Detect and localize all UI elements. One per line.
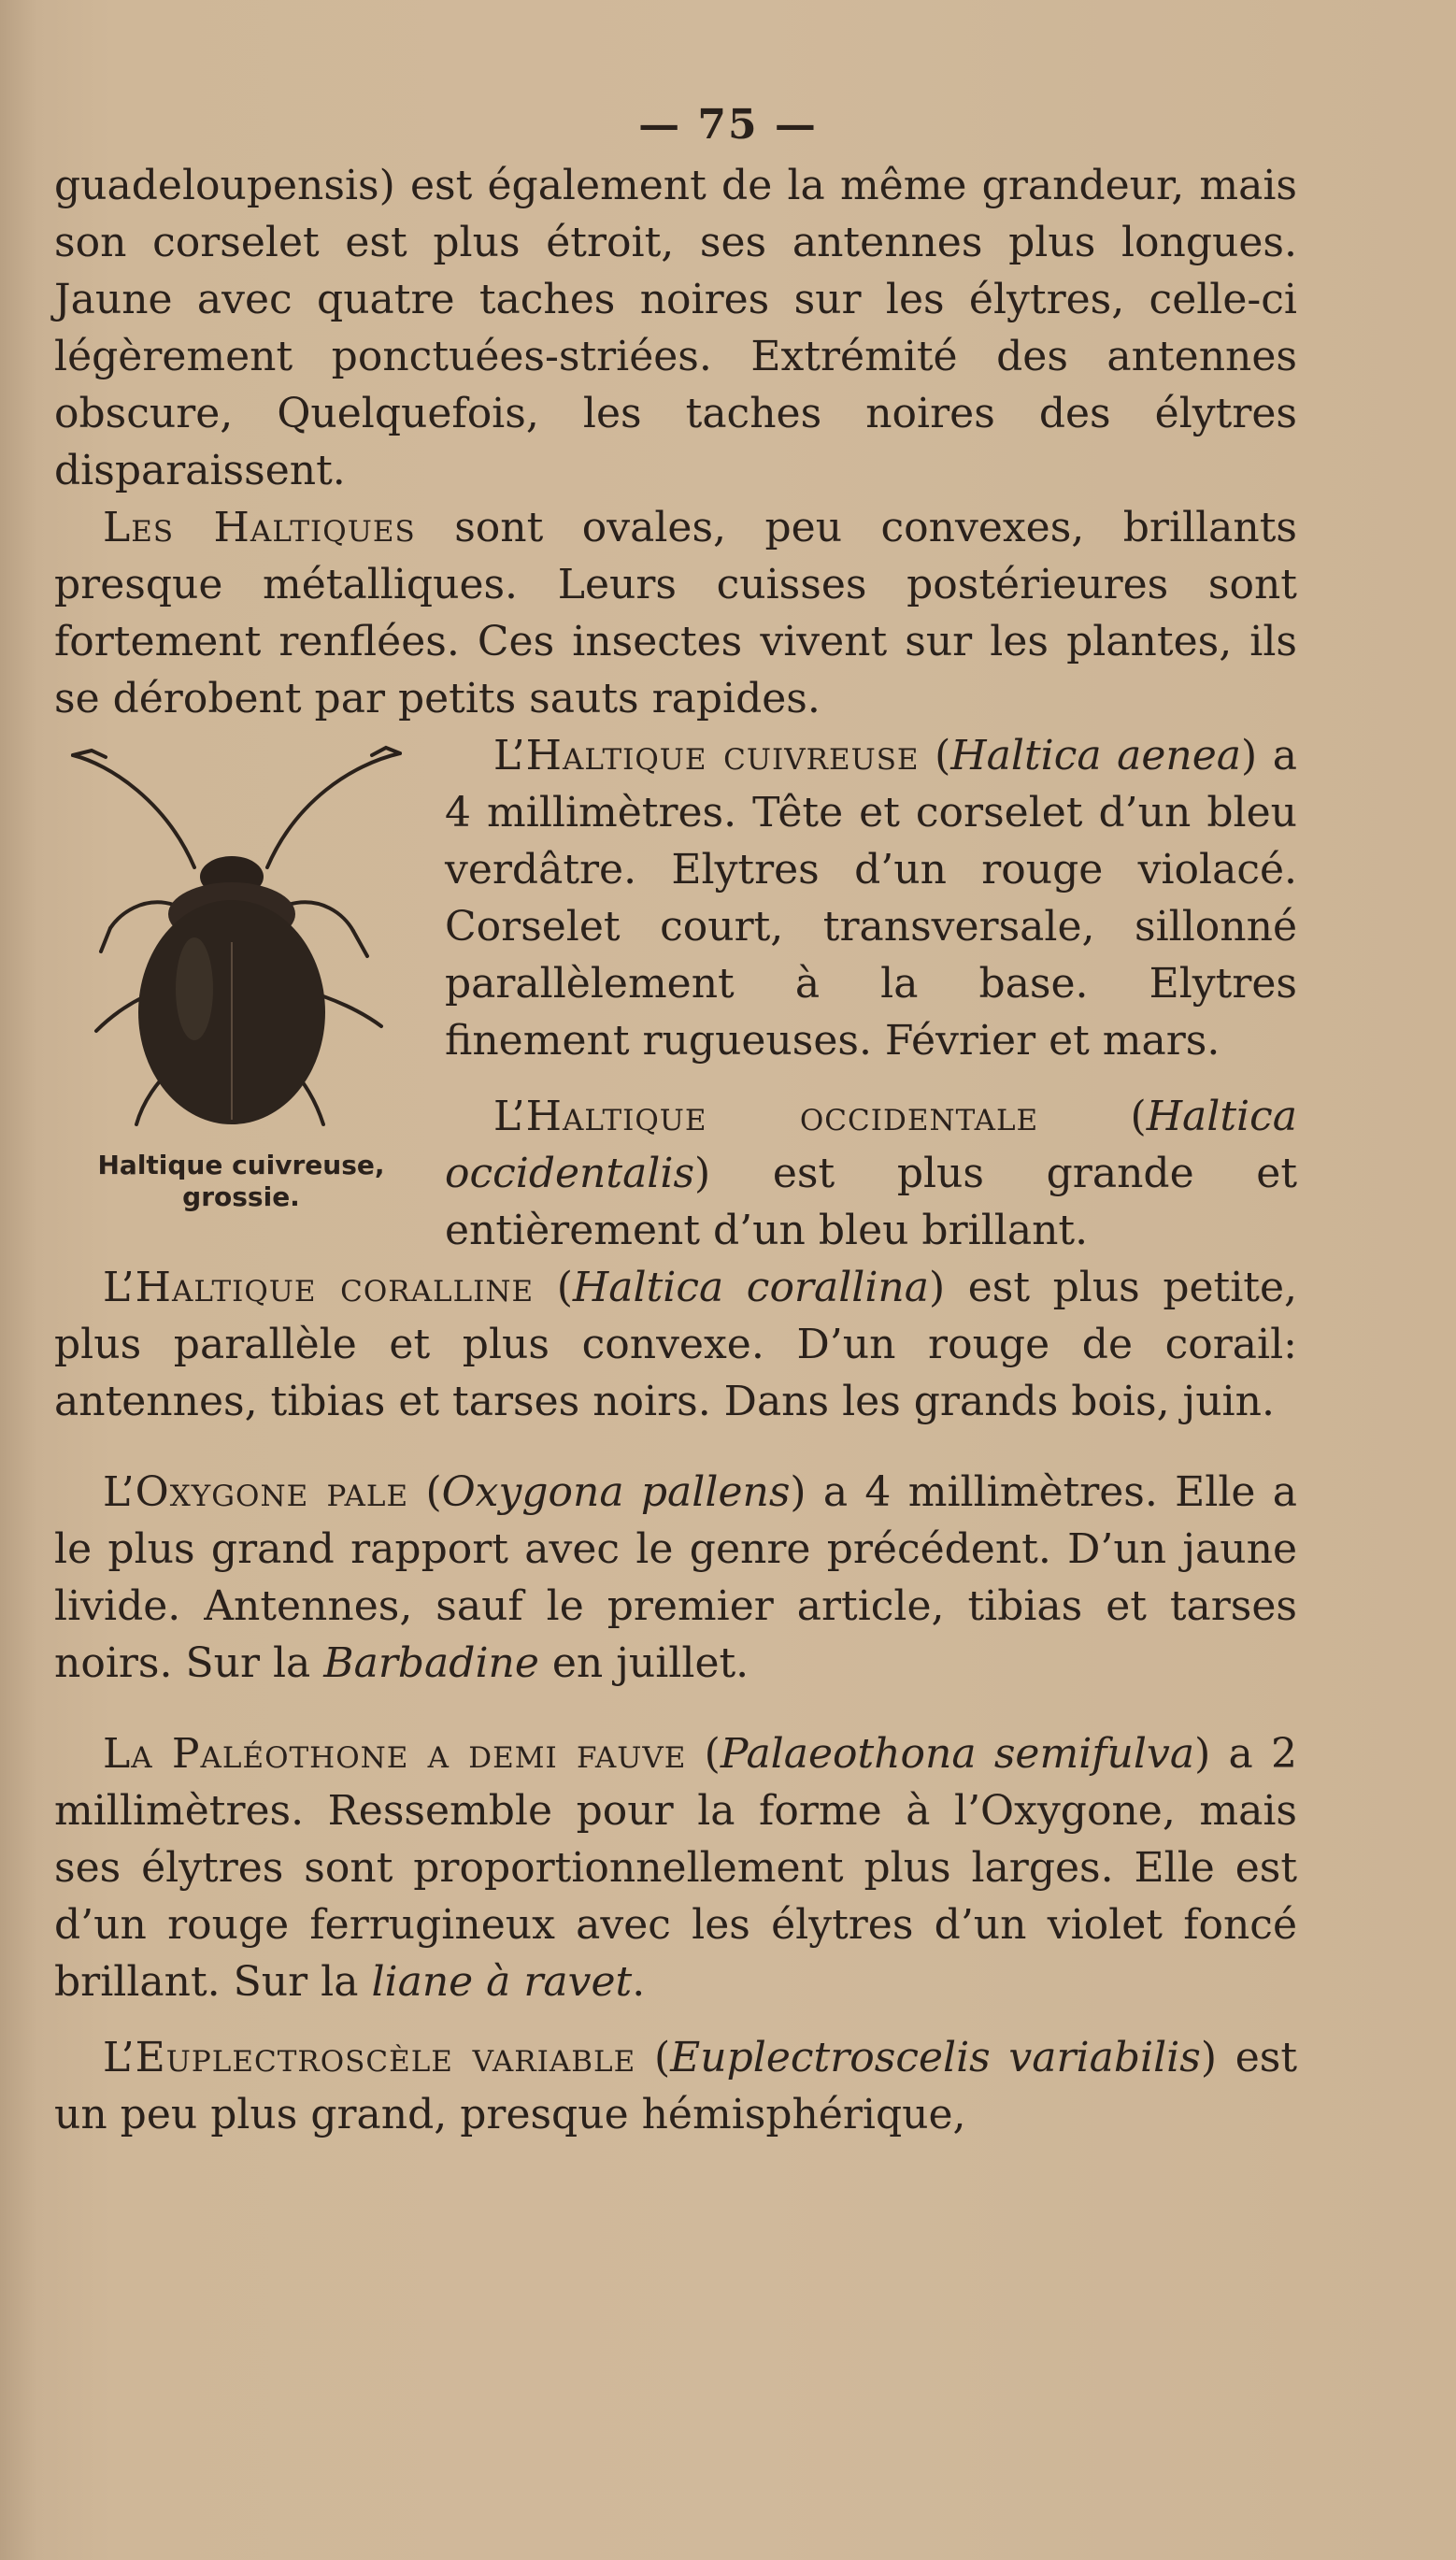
coralline-heading: L’Haltique coralline — [103, 1264, 535, 1311]
oxygone-plant: Barbadine — [323, 1639, 539, 1687]
paragraph-haltiques — [54, 499, 1297, 727]
beetle-illustration-icon — [54, 727, 428, 1148]
paleothone-text-1: ) a 2 millimètres. Ressemble pour la forme à l’Oxygone, mais ses élytres sont proportionnellement plus larges. Elle est d’un rouge ferrugineux avec les élytres d’un violet foncé brillant. Sur la — [54, 1730, 1297, 2006]
paragraph-1 — [54, 157, 1297, 499]
euplectroscele-latin: Euplectroscelis variabilis — [670, 2034, 1201, 2081]
page-number: — 75 — — [638, 101, 818, 149]
paragraph-haltique-coralline: L’Haltique coralline (Haltica corallina) est plus petite, plus parallèle et plus convexe. D’un rouge de corail: antennes, tibias et tarses noirs. Dans les grands bois, juin. — [54, 1264, 1297, 1425]
paragraph-euplectroscele: L’Euplectroscèle variable (Euplectroscelis variabilis) est un peu plus grand, presque hémisphérique, — [54, 2034, 1297, 2138]
beetle-figure — [54, 727, 428, 1236]
cuivreuse-heading: L’Haltique cuivreuse — [493, 732, 920, 779]
occidentale-heading: L’Haltique occidentale — [493, 1093, 1039, 1140]
oxygone-latin: Oxygona pallens — [441, 1468, 791, 1516]
oxygone-text-2: en juillet. — [538, 1639, 749, 1687]
euplectroscele-heading: L’Euplectroscèle variable — [103, 2034, 636, 2081]
paleothone-plant: liane à ravet — [371, 1958, 633, 2006]
occidentale-text: ) est plus grande et entièrement d’un bleu brillant. — [445, 1150, 1297, 1254]
oxygone-text-1: ) a 4 millimètres. Elle a le plus grand rapport avec le genre précédent. D’un jaune livide. Antennes, sauf le premier article, tibias et tarses noirs. Sur la — [54, 1468, 1297, 1687]
paragraph-haltique-cuivreuse: L’Haltique cuivreuse (Haltica aenea) a 4 millimètres. Tête et corselet d’un bleu verdâtre. Elytres d’un rouge violacé. Corselet court, transversale, sillonné parallèlement à la base. Elytres finement rugueuses. Février et mars. — [445, 732, 1298, 1065]
figure-caption: Haltique cuivreuse, grossie. — [97, 1150, 385, 1212]
occidentale-latin: Haltica occidentalis — [445, 1093, 1297, 1197]
paleothone-latin: Palaeothona semifulva — [720, 1730, 1195, 1778]
cuivreuse-latin: Haltica aenea — [950, 732, 1242, 779]
paleothone-text-2: . — [632, 1958, 646, 2006]
paleothone-heading: La Paléothone a demi fauve — [103, 1730, 687, 1778]
euplectroscele-text: ) est un peu plus grand, presque hémisphérique, — [54, 2034, 1297, 2138]
oxygone-heading: L’Oxygone pale — [103, 1468, 409, 1516]
page-body — [54, 157, 1297, 2143]
paragraph-haltique-occidentale: L’Haltique occidentale (Haltica occidentalis) est plus grande et entièrement d’un bleu brillant. — [445, 1093, 1297, 1254]
cuivreuse-text: ) a 4 millimètres. Tête et corselet d’un bleu verdâtre. Elytres d’un rouge violacé. Corselet court, transversale, sillonné parallèlement à la base. Elytres finement rugueuses. Février et mars. — [445, 732, 1298, 1065]
coralline-text: ) est plus petite, plus parallèle et plus convexe. D’un rouge de corail: antennes, tibias et tarses noirs. Dans les grands bois, juin. — [54, 1264, 1297, 1425]
paragraph-1-text: guadeloupensis) est également de la même grandeur, mais son corselet est plus étroit, ses antennes plus longues. Jaune avec quatre taches noires sur les élytres, celle-ci légèrement ponctuées-striées. Extrémité des antennes obscure, Quelquefois, les taches noires des élytres disparaissent. — [54, 162, 1297, 494]
haltiques-text: sont ovales, peu convexes, brillants presque métalliques. Leurs cuisses postérieures sont fortement renflées. Ces insectes vivent sur les plantes, ils se dérobent par petits sauts rapides. — [54, 504, 1298, 722]
paragraph-oxygone: L’Oxygone pale (Oxygona pallens) a 4 millimètres. Elle a le plus grand rapport avec le genre précédent. D’un jaune livide. Antennes, sauf le premier article, tibias et tarses noirs. Sur la Barbadine en juillet. — [54, 1468, 1297, 1687]
haltiques-heading: Les Haltiques — [103, 504, 416, 551]
coralline-latin: Haltica corallina — [572, 1264, 929, 1311]
paragraph-paleothone: La Paléothone a demi fauve (Palaeothona semifulva) a 2 millimètres. Ressemble pour la forme à l’Oxygone, mais ses élytres sont proportionnellement plus larges. Elle est d’un rouge ferrugineux avec les élytres d’un violet foncé brillant. Sur la liane à ravet. — [54, 1730, 1297, 2006]
